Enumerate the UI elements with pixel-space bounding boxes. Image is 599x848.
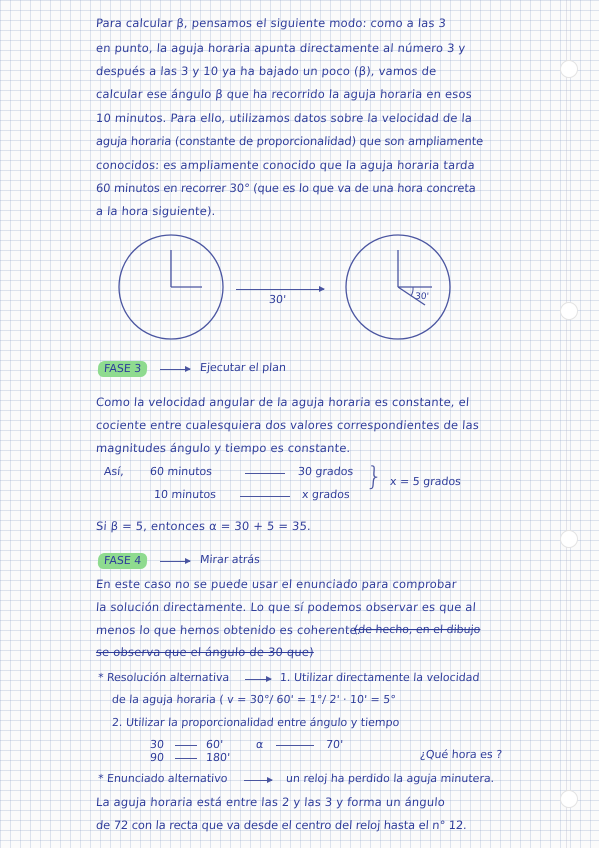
fase-4-tag: FASE 4 <box>97 553 147 569</box>
text-line: después a las 3 y 10 ya ha bajado un poco (β), vamos de <box>95 64 437 78</box>
text-line: aguja horaria (constante de proporcionalidad) que son ampliamente <box>95 134 484 148</box>
row1-right: 30 grados <box>297 465 354 478</box>
crossed-text: (de hecho, en el dibujo <box>353 623 481 636</box>
text-line: la solución directamente. Lo que sí podemos observar es que al <box>95 600 477 614</box>
text-line: 60 minutos en recorrer 30° (que es lo que va de una hora concreta <box>95 181 477 195</box>
fase-4-title: Mirar atrás <box>199 553 261 566</box>
arrow-label: 30' <box>268 293 287 306</box>
text-line: Como la velocidad angular de la aguja horaria es constante, el <box>95 395 470 409</box>
angle-label: 30' <box>414 292 430 302</box>
dash <box>175 758 197 759</box>
prop-b: 60' <box>205 738 224 751</box>
text-line: calcular ese ángulo β que ha recorrido la aguja horaria en esos <box>95 87 473 101</box>
alt-res-label: * Resolución alternativa <box>97 671 230 684</box>
dash <box>276 745 314 746</box>
text-line: En este caso no se puede usar el enunciado para comprobar <box>95 577 458 591</box>
crossed-text: se observa que el ángulo de 30 que) <box>95 645 315 659</box>
alt-res-3: 2. Utilizar la proporcionalidad entre ángulo y tiempo <box>111 716 400 729</box>
prop-e: 90 <box>149 751 165 764</box>
result: x = 5 grados <box>389 475 462 488</box>
alt-enun-1: un reloj ha perdido la aguja minutera. <box>285 772 495 785</box>
arrow-icon <box>160 369 190 370</box>
alt-res-1: 1. Utilizar directamente la velocidad <box>279 671 480 684</box>
row1-left: 60 minutos <box>149 465 213 478</box>
text-line: en punto, la aguja horaria apunta directamente al número 3 y <box>95 41 466 55</box>
conclusion: Si β = 5, entonces α = 30 + 5 = 35. <box>95 519 312 533</box>
asi-label: Así, <box>103 465 125 478</box>
alt-enun-2: La aguja horaria está entre las 2 y las 3 y forma un ángulo <box>95 795 446 809</box>
alt-res-2: de la aguja horaria ( v = 30°/ 60' = 1°/ 2' · 10' = 5° <box>111 693 397 706</box>
dash <box>245 473 285 474</box>
text-line: magnitudes ángulo y tiempo es constante. <box>95 441 352 455</box>
fase-3-title: Ejecutar el plan <box>199 361 287 374</box>
prop-c: α <box>255 738 264 751</box>
text-line: cociente entre cualesquiera dos valores correspondientes de las <box>95 418 480 432</box>
text-line: Para calcular β, pensamos el siguiente modo: como a las 3 <box>95 16 447 30</box>
arrow-icon <box>244 780 272 781</box>
brace-icon: } <box>364 462 384 492</box>
question: ¿Qué hora es ? <box>419 748 503 761</box>
arrow-icon <box>245 679 271 680</box>
alt-enun-3: de 72 con la recta que va desde el centro del reloj hasta el n° 12. <box>95 818 468 832</box>
dash <box>240 496 290 497</box>
angle-arc <box>411 287 413 296</box>
prop-a: 30 <box>149 738 165 751</box>
text-line: 10 minutos. Para ello, utilizamos datos sobre la velocidad de la <box>95 111 473 125</box>
alt-enun-label: * Enunciado alternativo <box>97 772 228 785</box>
prop-d: 70' <box>325 738 344 751</box>
row2-left: 10 minutos <box>153 488 217 501</box>
arrow-right <box>236 289 324 290</box>
text-line: menos lo que hemos obtenido es coherente. <box>95 623 362 637</box>
fase-3-tag: FASE 3 <box>97 361 147 377</box>
arrow-icon <box>160 561 190 562</box>
prop-f: 180' <box>205 751 231 764</box>
text-line: a la hora siguiente). <box>95 204 217 218</box>
row2-right: x grados <box>301 488 351 501</box>
dash <box>175 745 197 746</box>
text-line: conocidos: es ampliamente conocido que la aguja horaria tarda <box>95 158 476 172</box>
